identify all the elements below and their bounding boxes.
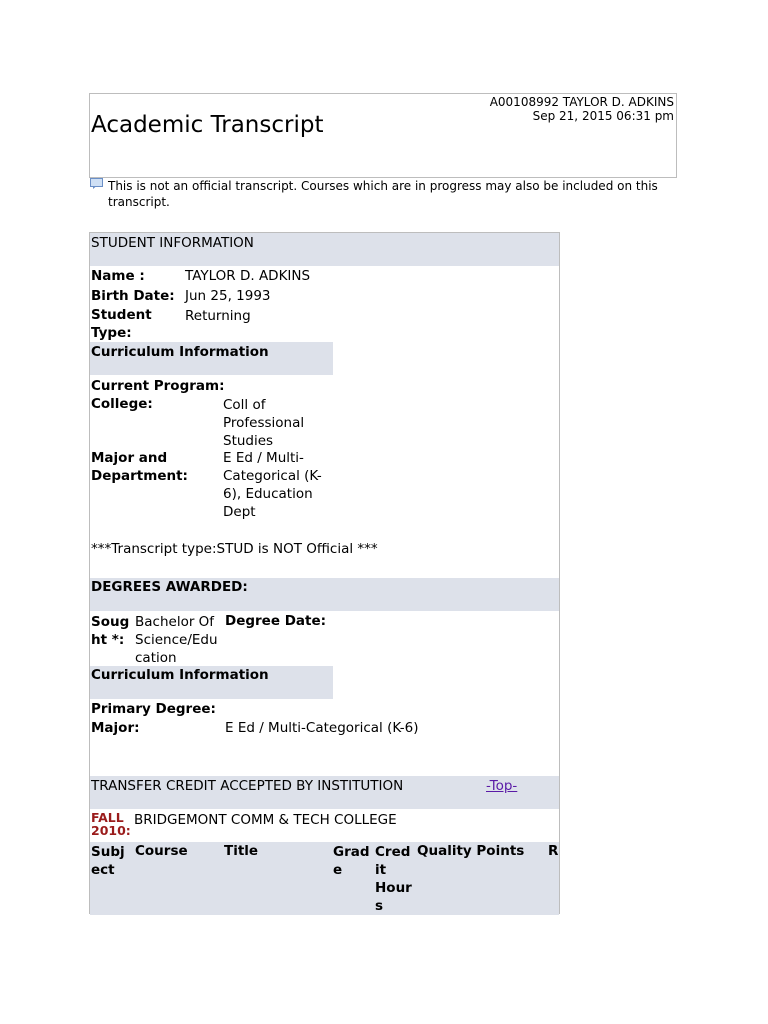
timestamp: Sep 21, 2015 06:31 pm [532,109,674,123]
col-subject: Subj ect [91,844,125,878]
current-program-label: Current Program: [91,378,225,394]
col-quality-points: Quality Points [417,843,525,859]
col-r: R [548,843,559,859]
info-note-icon [90,178,104,189]
term-label: FALL 2010: [91,810,131,838]
col-title: Title [224,843,259,859]
student-id-name: A00108992 TAYLOR D. ADKINS [489,95,674,109]
transcript-panel [89,232,560,914]
primary-degree-label: Primary Degree: [91,701,216,717]
college-value: Coll of Professional Studies [223,397,305,449]
col-credit-hours: Cred it Hour s [375,844,412,914]
college-label: College: [91,396,153,412]
col-grade: Grad e [333,844,370,878]
top-link[interactable]: -Top- [486,778,518,794]
curriculum-heading-1: Curriculum Information [91,344,269,360]
transfer-institution: BRIDGEMONT COMM & TECH COLLEGE [134,812,397,828]
sought-value: Bachelor Of Science/Edu cation [135,614,218,666]
major-dept-value: E Ed / Multi- Categorical (K- 6), Education Dept [223,450,322,520]
degree-major-label: Major: [91,720,140,736]
curriculum-heading-2: Curriculum Information [91,667,269,683]
name-value: TAYLOR D. ADKINS [185,268,311,284]
student-type-label: Student Type: [91,307,152,341]
student-type-value: Returning [185,308,251,324]
transcript-type: ***Transcript type:STUD is NOT Official *** [91,541,378,557]
birth-date-label: Birth Date: [91,288,175,304]
unofficial-notice: This is not an official transcript. Courses which are in progress may also be included on this transcript. [108,179,658,209]
transfer-heading: TRANSFER CREDIT ACCEPTED BY INSTITUTION [91,778,404,794]
degrees-heading: DEGREES AWARDED: [91,579,248,595]
birth-date-value: Jun 25, 1993 [185,288,271,304]
sought-label: Soug ht *: [91,614,130,648]
student-info-heading: STUDENT INFORMATION [91,235,254,251]
name-label: Name : [91,268,145,284]
page-title: Academic Transcript [91,112,324,138]
degree-date-label: Degree Date: [225,613,327,629]
degree-major-value: E Ed / Multi-Categorical (K-6) [225,720,419,736]
header-meta [490,95,674,123]
major-dept-label: Major and Department: [91,450,188,484]
col-course: Course [135,843,188,859]
transcript-header [89,93,677,178]
